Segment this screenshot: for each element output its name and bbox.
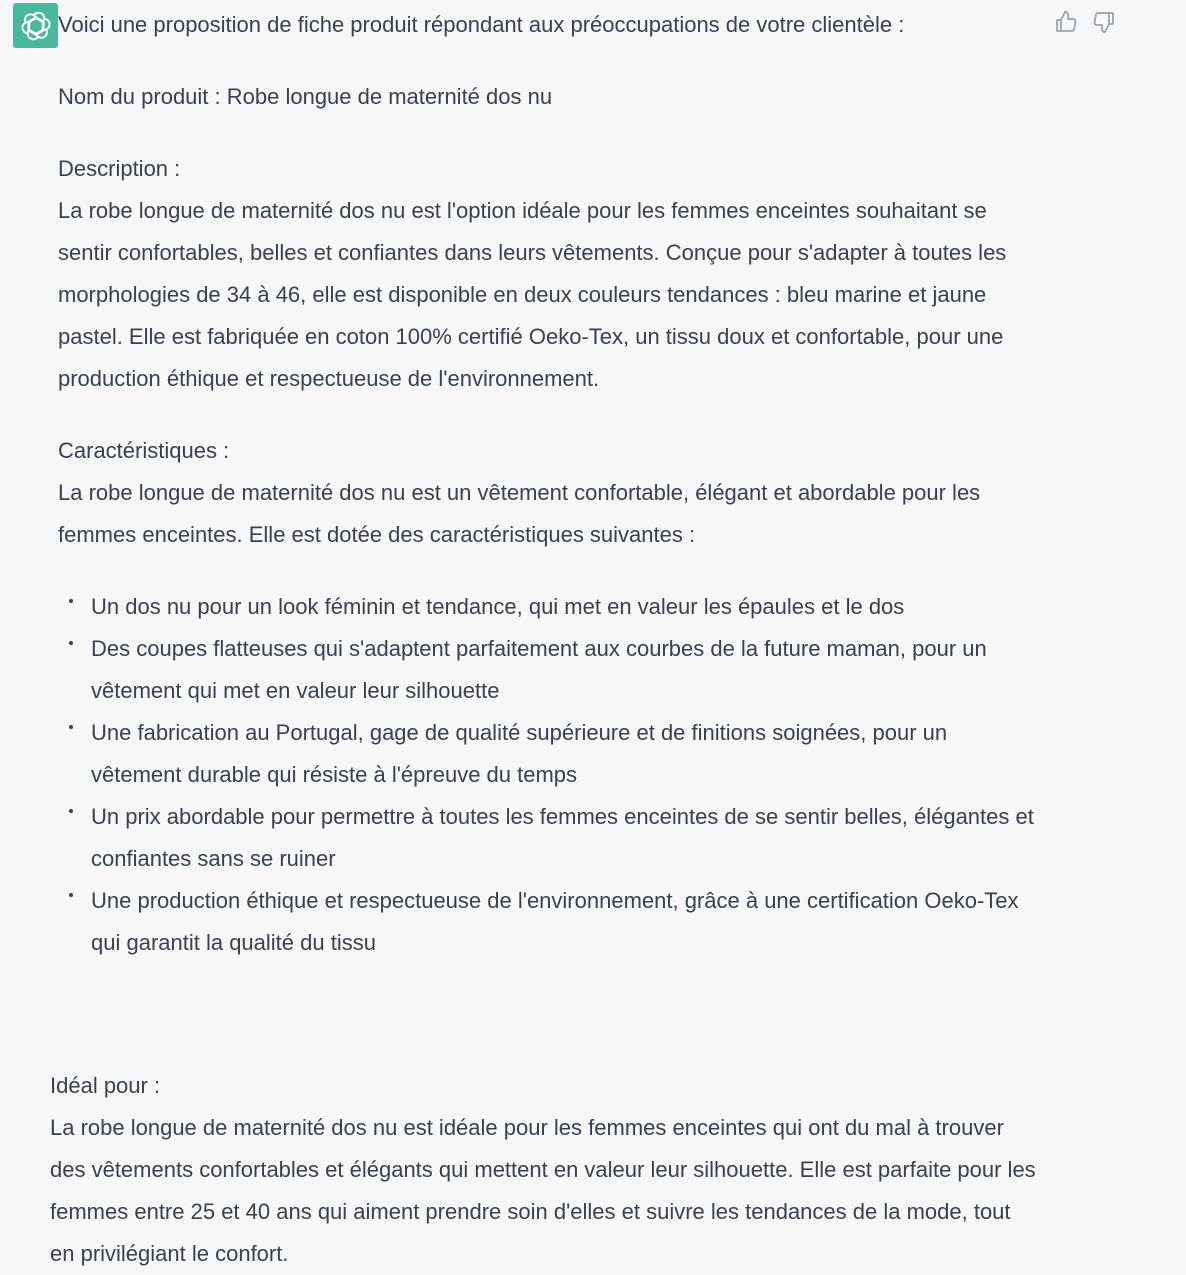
thumbs-down-button[interactable] (1092, 8, 1116, 36)
assistant-avatar (13, 3, 58, 48)
list-item: Un dos nu pour un look féminin et tendance, qui met en valeur les épaules et le dos (91, 586, 1038, 628)
features-text: La robe longue de maternité dos nu est un vêtement confortable, élégant et abordable pour les femmes enceintes. Elle est dotée des caractéristiques suivantes : (58, 480, 981, 547)
thumbs-down-icon (1092, 10, 1116, 34)
thumbs-up-button[interactable] (1054, 8, 1078, 36)
product-name: Nom du produit : Robe longue de maternité dos nu (58, 84, 553, 109)
thumbs-up-icon (1054, 10, 1078, 34)
features-heading: Caractéristiques : (58, 438, 230, 463)
ideal-section (50, 1065, 1040, 1275)
list-item: Un prix abordable pour permettre à toutes les femmes enceintes de se sentir belles, élégantes et confiantes sans se ruiner (91, 796, 1038, 880)
ideal-text: La robe longue de maternité dos nu est idéale pour les femmes enceintes qui ont du mal à trouver des vêtements confortables et élégants qui mettent en valeur leur silhouette. Elle est parfaite pour les femmes entre 25 et 40 ans qui aiment prendre soin d'elles et suivre les tendances de la mode, tout en privilégiant le confort. (50, 1115, 1036, 1266)
description-text: La robe longue de maternité dos nu est l'option idéale pour les femmes enceintes souhaitant se sentir confortables, belles et confiantes dans leurs vêtements. Conçue pour s'adapter à toutes les morphologies de 34 à 46, elle est disponible en deux couleurs tendances : bleu marine et jaune pastel. Elle est fabriquée en coton 100% certifié Oeko-Tex, un tissu doux et confortable, pour une production éthique et respectueuse de l'environnement. (58, 198, 1007, 391)
list-item: Une production éthique et respectueuse de l'environnement, grâce à une certification Oeko-Tex qui garantit la qualité du tissu (91, 880, 1038, 964)
description-heading: Description : (58, 156, 181, 181)
openai-logo-icon (19, 9, 53, 43)
assistant-message (58, 4, 1038, 964)
ideal-heading: Idéal pour : (50, 1073, 161, 1098)
features-list (58, 586, 1038, 964)
feedback-buttons (1054, 8, 1116, 36)
message-intro: Voici une proposition de fiche produit répondant aux préoccupations de votre clientèle : (58, 12, 905, 37)
list-item: Des coupes flatteuses qui s'adaptent parfaitement aux courbes de la future maman, pour un vêtement qui met en valeur leur silhouette (91, 628, 1038, 712)
list-item: Une fabrication au Portugal, gage de qualité supérieure et de finitions soignées, pour un vêtement durable qui résiste à l'épreuve du temps (91, 712, 1038, 796)
